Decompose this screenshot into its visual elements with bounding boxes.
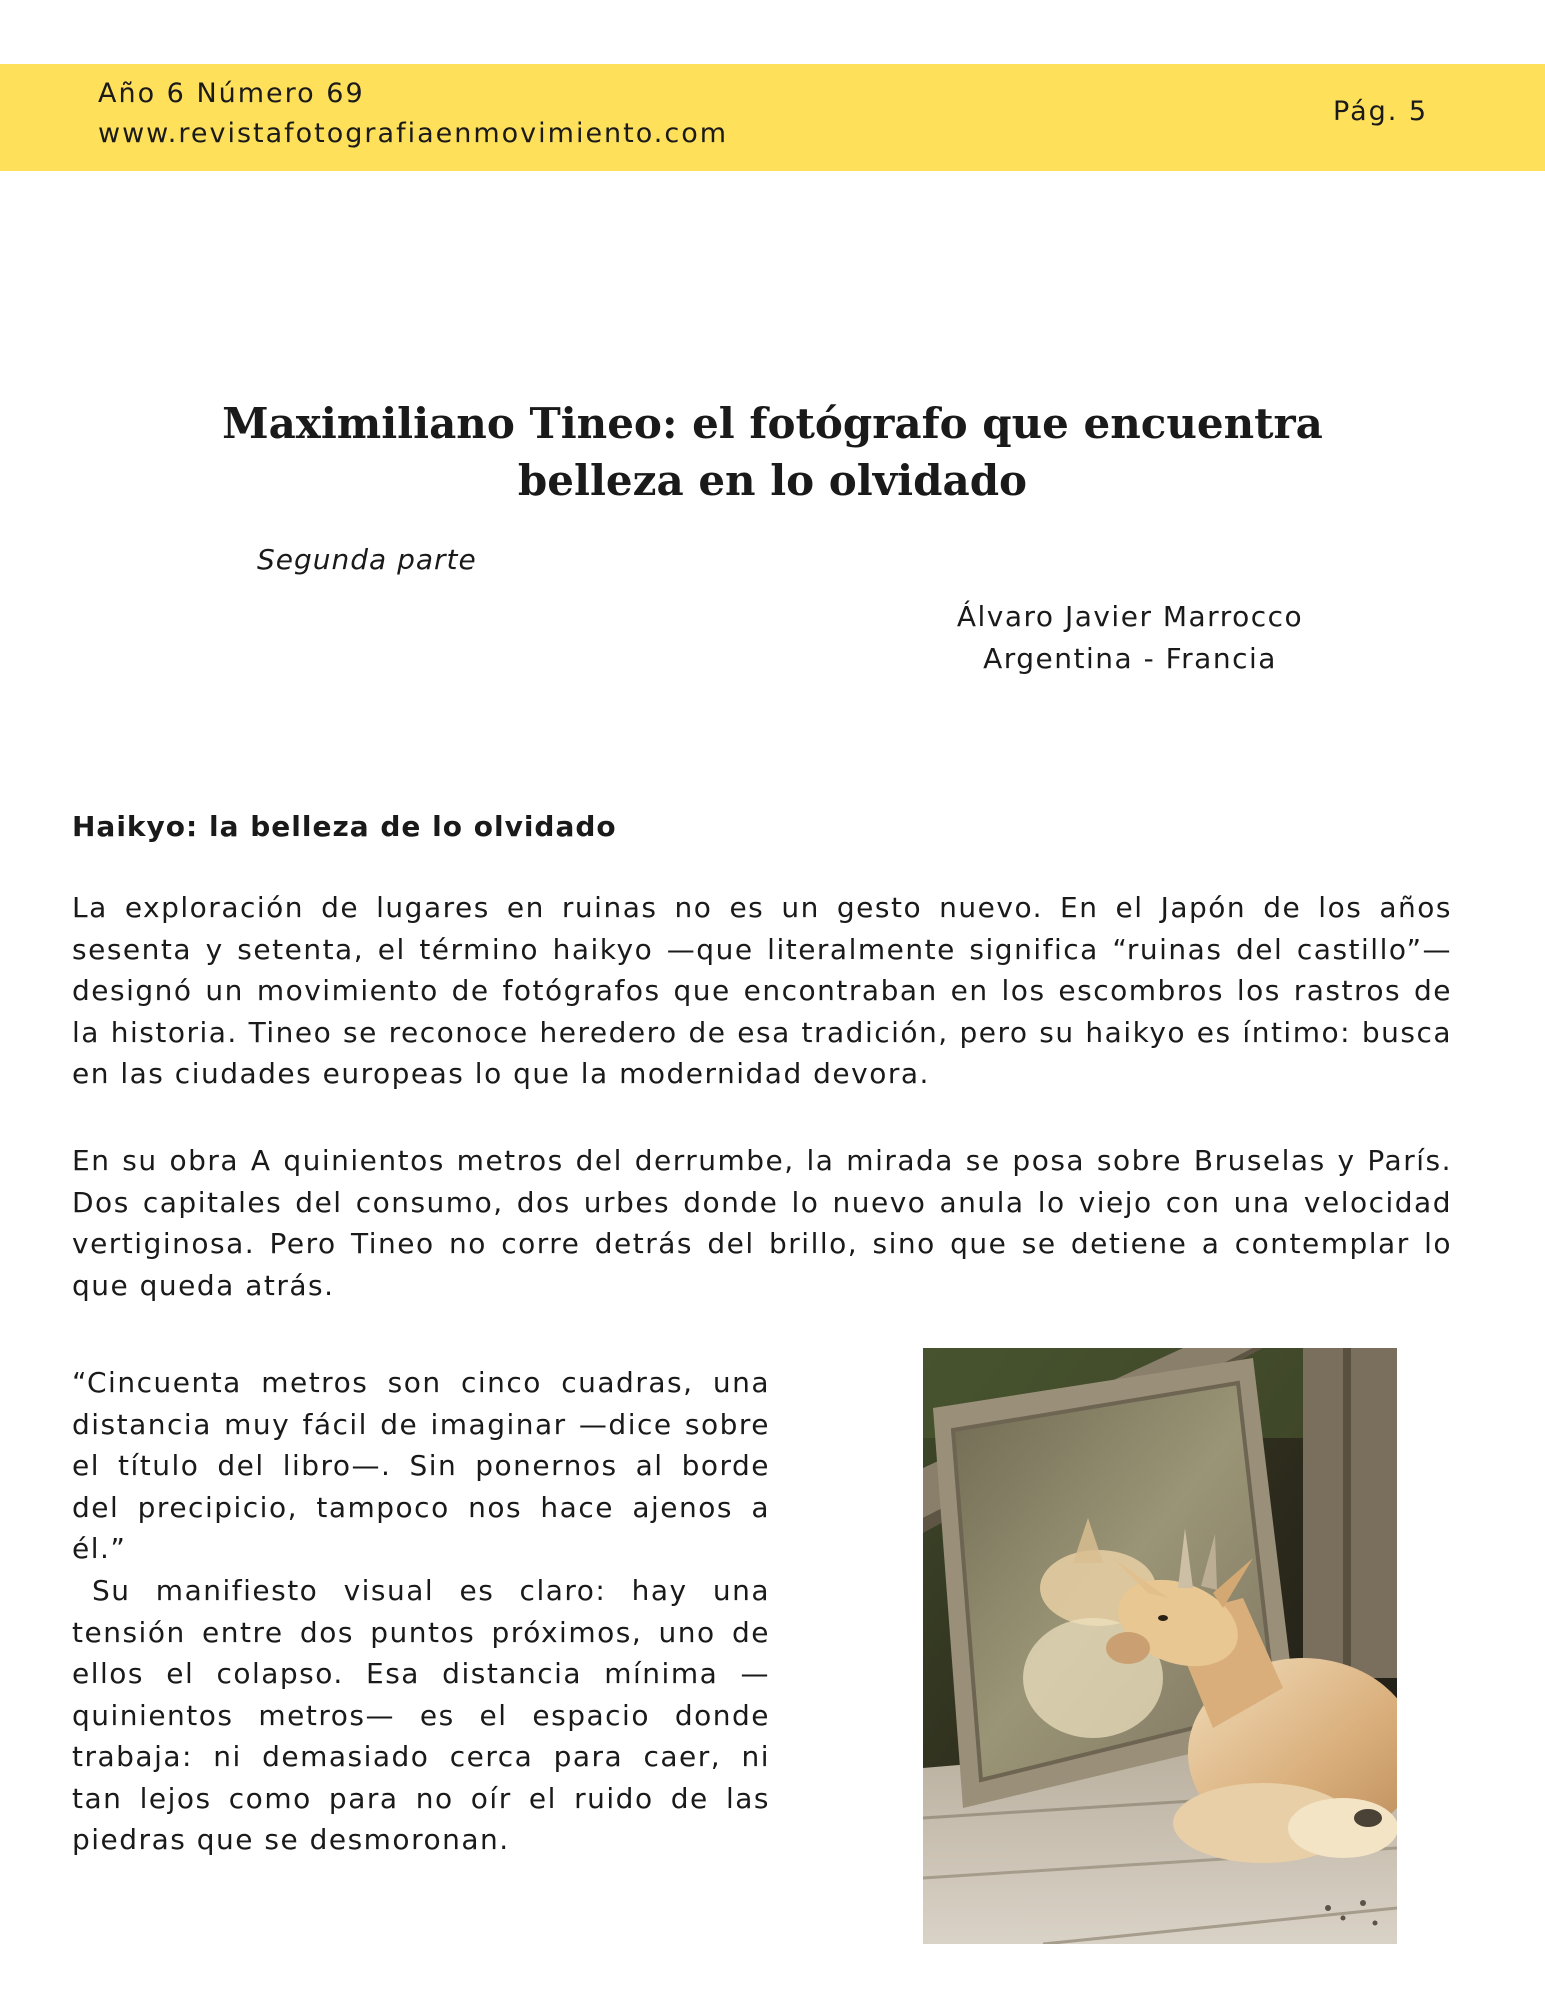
author-location: Argentina - Francia xyxy=(983,642,1277,675)
article-title: Maximiliano Tineo: el fotógrafo que encuentra belleza en lo olvidado xyxy=(222,399,1323,505)
author-name: Álvaro Javier Marrocco xyxy=(956,600,1304,633)
body-paragraph: En su obra A quinientos metros del derrumbe, la mirada se posa sobre Bruselas y París. Dos capitales del consumo, dos urbes donde lo nuevo anula lo viejo con una velocidad vertiginosa. Pero Tineo no corre detrás del brillo, sino que se detiene a contemplar lo que queda atrás. xyxy=(72,1144,1452,1302)
quote-paragraph: “Cincuenta metros son cinco cuadras, una distancia muy fácil de imaginar —dice sobre el título del libro—. Sin ponernos al borde del precipicio, tampoco nos hace ajenos a él.” xyxy=(72,1366,770,1565)
goat-mirror-photo xyxy=(923,1348,1397,1944)
article-subtitle: Segunda parte xyxy=(257,543,477,576)
goat-mirror-illustration xyxy=(923,1348,1397,1944)
page-number: Pág. 5 xyxy=(1333,96,1429,127)
body-paragraph: Su manifiesto visual es claro: hay una tensión entre dos puntos próximos, uno de ellos el colapso. Esa distancia mínima —quinientos metros— es el espacio donde trabaja: ni demasiado cerca para caer, ni tan lejos como para no oír el ruido de las piedras que se desmoronan. xyxy=(72,1574,770,1856)
website-url: www.revistafotografiaenmovimiento.com xyxy=(98,118,729,149)
issue-number: Año 6 Número 69 xyxy=(98,78,365,109)
body-paragraph: La exploración de lugares en ruinas no es un gesto nuevo. En el Japón de los años sesenta y setenta, el término haikyo —que literalmente significa “ruinas del castillo”— designó un movimiento de fotógrafos que encontraban en los escombros los rastros de la historia. Tineo se reconoce heredero de esa tradición, pero su haikyo es íntimo: busca en las ciudades europeas lo que la modernidad devora. xyxy=(72,891,1452,1090)
section-heading: Haikyo: la belleza de lo olvidado xyxy=(72,810,617,843)
